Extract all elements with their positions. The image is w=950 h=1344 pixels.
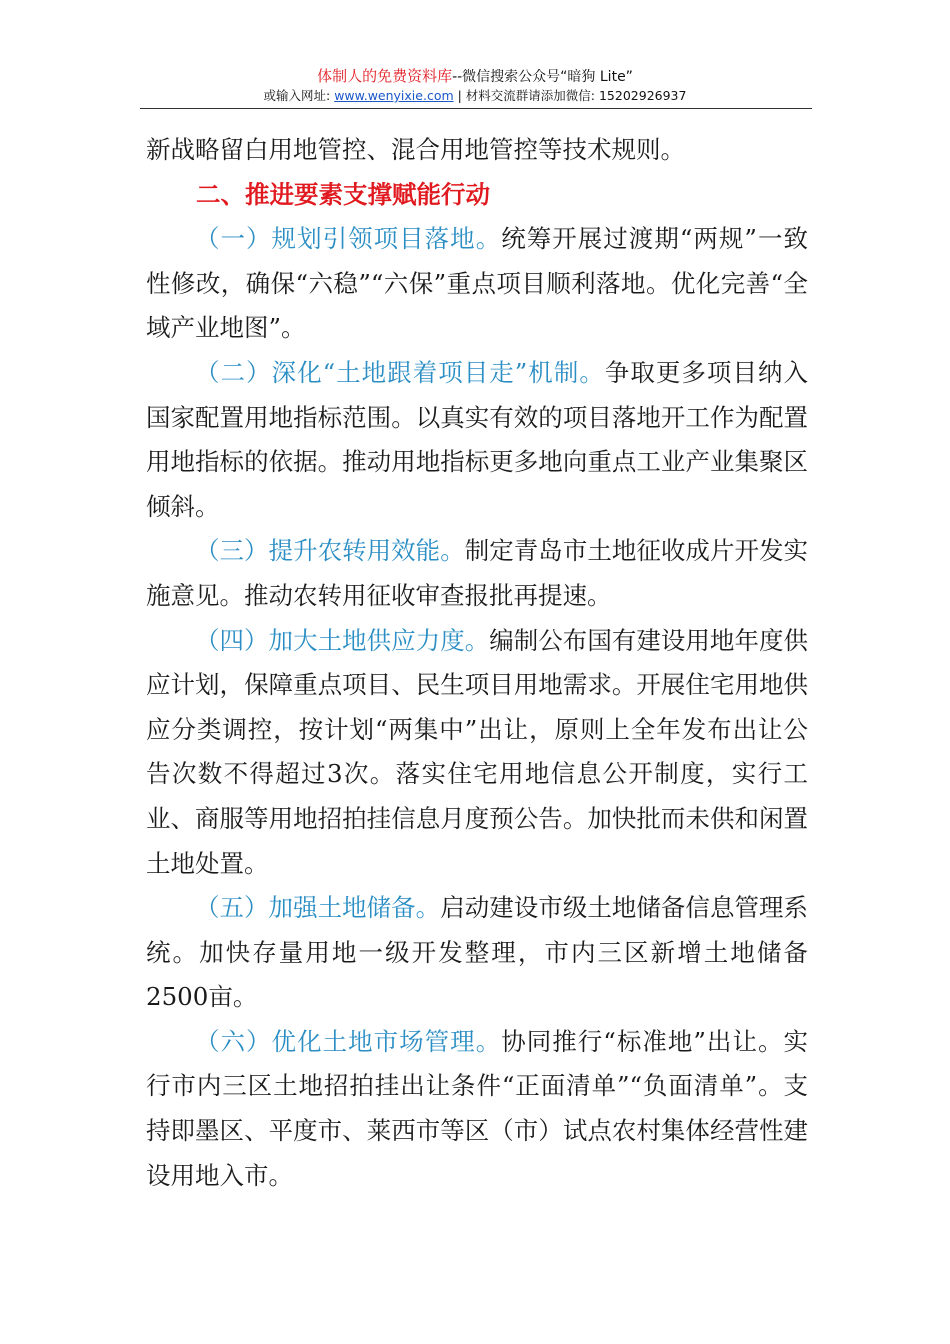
item-text: 争取更多项目纳入国家配置用地指标范围。以真实有效的项目落地开工作为配置用地指标的依据。推动用地指标更多地向重点工业产业集聚区倾斜。 <box>146 357 808 521</box>
item-paragraph <box>146 351 808 529</box>
paragraph-continued: 新战略留白用地管控、混合用地管控等技术规则。 <box>146 135 685 164</box>
header-line-2 <box>0 87 950 105</box>
item-text: 编制公布国有建设用地年度供应计划，保障重点项目、民生项目用地需求。开展住宅用地供应分类调控，按计划“两集中”出让，原则上全年发布出让公告次数不得超过3次。落实住宅用地信息公开制度，实行工业、商服等用地招拍挂信息月度预公告。加快批而未供和闲置土地处置。 <box>146 625 808 878</box>
item-heading: （三）提升农转用效能。 <box>195 536 465 566</box>
item-heading: （一）规划引领项目落地。 <box>195 224 502 254</box>
item-paragraph <box>146 217 808 351</box>
item-heading: （五）加强土地储备。 <box>195 893 441 923</box>
item-paragraph <box>146 1020 808 1198</box>
header-title: 体制人的免费资料库 <box>317 67 453 85</box>
item-paragraph <box>146 529 808 618</box>
item-text: 启动建设市级土地储备信息管理系统。加快存量用地一级开发整理，市内三区新增土地储备2500亩。 <box>146 893 809 1012</box>
document-body <box>146 128 808 1198</box>
header-divider <box>140 108 812 109</box>
item-heading: （六）优化土地市场管理。 <box>195 1026 502 1056</box>
item-text: 统筹开展过渡期“两规”一致性修改，确保“六稳”“六保”重点项目顺利落地。优化完善“全域产业地图”。 <box>146 224 808 343</box>
header-url-link[interactable]: www.wenyixie.com <box>334 88 454 103</box>
header-line-1 <box>0 66 950 87</box>
watermark-header <box>0 66 950 105</box>
item-text: 制定青岛市土地征收成片开发实施意见。推动农转用征收审查报批再提速。 <box>146 536 809 610</box>
item-text: 协同推行“标准地”出让。实行市内三区土地招拍挂出让条件“正面清单”“负面清单”。支持即墨区、平度市、莱西市等区（市）试点农村集体经营性建设用地入市。 <box>146 1026 808 1190</box>
item-paragraph <box>146 886 808 1020</box>
item-heading: （二）深化“土地跟着项目走”机制。 <box>195 357 605 387</box>
section-heading: 二、推进要素支撑赋能行动 <box>196 179 490 209</box>
header-contact: | 材料交流群请添加微信: 15202926937 <box>453 88 687 103</box>
item-paragraph <box>146 619 808 887</box>
item-heading: （四）加大土地供应力度。 <box>195 625 490 655</box>
header-url-prefix: 或输入网址: <box>263 88 335 103</box>
header-subtitle: --微信搜索公众号“暗狗 Lite” <box>452 69 633 85</box>
